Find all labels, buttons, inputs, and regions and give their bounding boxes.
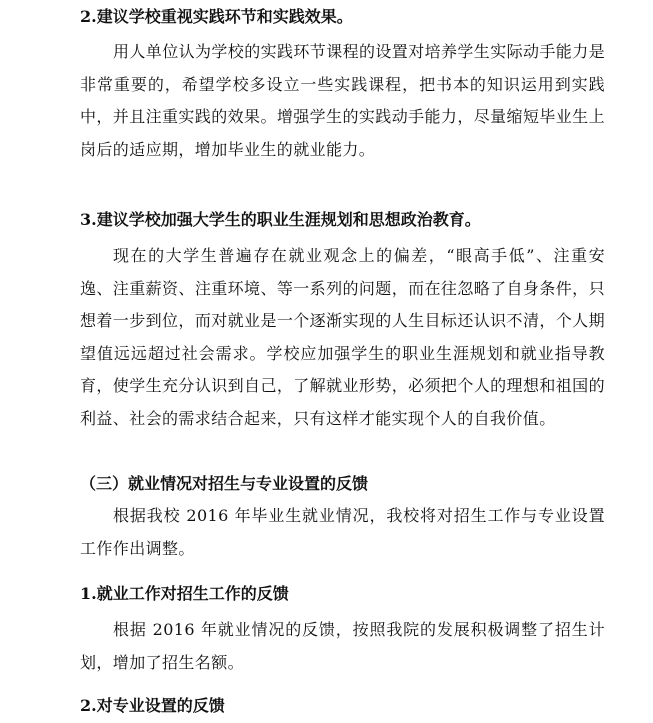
section-heading-practice: 2.建议学校重视实践环节和实践效果。 [80,7,353,26]
section-heading-program-setup: 2.对专业设置的反馈 [80,696,225,715]
paragraph-career-planning: 现在的大学生普遍存在就业观念上的偏差，“眼高手低”、注重安逸、注重薪资、注重环境、等一系列的问题，而在往忽略了自身条件，只想着一步到位，而对就业是一个逐渐实现的人生目标还认识不清，个人期望值远远超过社会需求。学校应加强学生的职业生涯规划和就业指导教育，使学生充分认识到自己，了解就业形势，必须把个人的理想和祖国的利益、社会的需求结合起来，只有这样才能实现个人的自我价值。 [80,246,605,428]
paragraph-enrollment-feedback: 根据我校 2016 年毕业生就业情况，我校将对招生工作与专业设置工作作出调整。 [80,506,605,558]
section-heading-career-planning: 3.建议学校加强大学生的职业生涯规划和思想政治教育。 [80,210,481,229]
section-heading-admissions: 1.就业工作对招生工作的反馈 [80,584,289,603]
paragraph-admissions: 根据 2016 年就业情况的反馈，按照我院的发展积极调整了招生计划，增加了招生名额。 [80,620,605,672]
section-heading-enrollment-feedback: （三）就业情况对招生与专业设置的反馈 [80,474,369,493]
paragraph-practice: 用人单位认为学校的实践环节课程的设置对培养学生实际动手能力是非常重要的，希望学校多设立一些实践课程，把书本的知识运用到实践中，并且注重实践的效果。增强学生的实践动手能力，尽量缩短毕业生上岗后的适应期，增加毕业生的就业能力。 [80,42,606,159]
